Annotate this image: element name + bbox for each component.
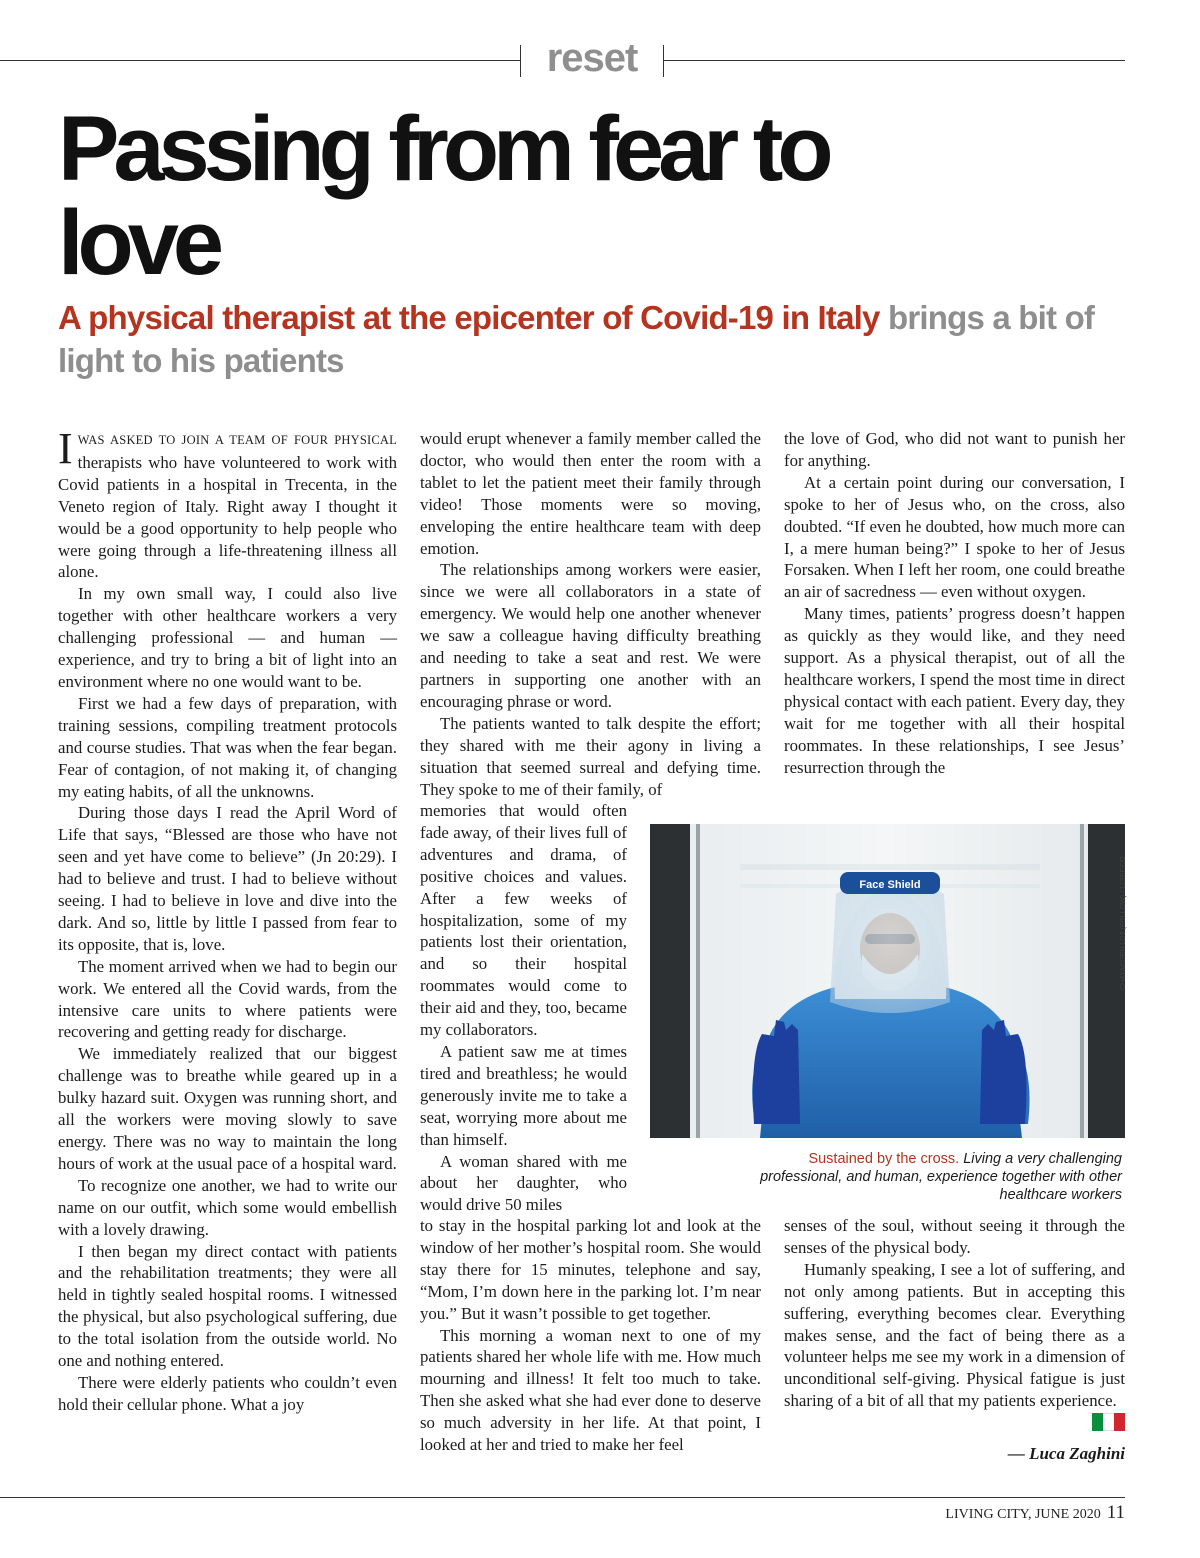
- paragraph: The patients wanted to talk despite the effort; they shared with me their agony in living a situation that seemed surreal and defying time. They spoke to me of their family, of: [420, 713, 761, 799]
- photo-illustration: [650, 824, 1125, 1138]
- paragraph: In my own small way, I could also live together with other healthcare workers a very challenging professional — and human — experience, and try to bring a bit of light into an environment where no one would want to be.: [58, 584, 397, 691]
- photo-credit: CHAYAKORN LOT (FOLLOW) / 123RF.CO: [1120, 856, 1127, 990]
- paragraph: The moment arrived when we had to begin our work. We entered all the Covid wards, from the intensive care units to where patients were recovering and getting ready for discharge.: [58, 956, 397, 1042]
- top-rule-right: [663, 60, 1125, 61]
- paragraph: This morning a woman next to one of my patients shared her whole life with me. How much mourning and illness! It felt too much to take. Then she asked what she had ever done to deserve so much adversity in her life. At that point, I looked at her and tried to make her feel: [420, 1325, 761, 1455]
- paragraph: During those days I read the April Word of Life that says, “Blessed are those who have not seen and yet have come to believe” (Jn 20:29). I had to believe and trust. I had to believe without seeing. I had to believe in love and dive into the dark. And so, little by little I passed from fear to its opposite, that is, love.: [58, 803, 397, 954]
- article-column-2-bottom: [420, 1215, 761, 1456]
- deck-highlight: A physical therapist at the epicenter of Covid-19 in Italy: [58, 299, 880, 336]
- paragraph: The relationships among workers were easier, since we were all collaborators in a state of emergency. We would help one another whenever we saw a colleague having difficulty breathing and needing to take a seat and rest. We were partners in supporting one another with an encouraging phrase or word.: [420, 560, 761, 711]
- drop-cap: I: [58, 424, 73, 473]
- page-number: 11: [1106, 1502, 1125, 1523]
- caption-text: Living a very challenging professional, and human, experience together with other healthcare workers: [760, 1151, 1122, 1203]
- paragraph: memories that would often fade away, of their lives full of adventures and drama, of positive choices and values. After a few weeks of hospitalization, some of my patients lost their orientation, and so their hospital roommates would come to their aid and they, too, became my collaborators.: [420, 801, 627, 1040]
- article-column-3-top: [784, 428, 1125, 779]
- paragraph: Humanly speaking, I see a lot of suffering, and not only among patients. But in accepting this suffering, everything becomes clear. Everything makes sense, and the fact of being there as a volunteer helps me see my work in a dimension of unconditional self-giving. Physical fatigue is just sharing of a bit of all that my patients experience.: [784, 1259, 1125, 1411]
- author-signature: — Luca Zaghini: [1007, 1444, 1125, 1463]
- article-column-1: [58, 424, 397, 1416]
- article-column-3-bottom: [784, 1215, 1125, 1412]
- caption-lead: Sustained by the cross.: [808, 1151, 960, 1167]
- paragraph: would erupt whenever a family member called the doctor, who would then enter the room with a tablet to let the patient meet their family through video! Those moments were so moving, enveloping the entire healthcare team with deep emotion.: [420, 429, 761, 558]
- visor-label: Face Shield: [859, 879, 921, 891]
- deck: [58, 296, 1138, 382]
- top-rule-tick-right: [663, 45, 664, 77]
- paragraph: We immediately realized that our biggest challenge was to breathe while geared up in a bulky hazard suit. Oxygen was running short, and all the workers were moving slowly to save energy. There was no way to maintain the long hours of work at the usual pace of a hospital ward.: [58, 1044, 397, 1173]
- paragraph: A woman shared with me about her daughter, who would drive 50 miles: [420, 1151, 627, 1215]
- top-rule-tick-left: [520, 45, 521, 77]
- deck-rest: brings a bit of light to his patients: [58, 299, 1095, 379]
- paragraph: There were elderly patients who couldn’t even hold their cellular phone. What a joy: [58, 1372, 397, 1414]
- photo-caption: [760, 1150, 1122, 1204]
- paragraph: to stay in the hospital parking lot and look at the window of her mother’s hospital room. She would stay there for 15 minutes, telephone and say, “Mom, I’m down here in the parking lot. I’m near you.” But it wasn’t possible to get together.: [420, 1216, 761, 1323]
- paragraph: First we had a few days of preparation, with training sessions, compiling treatment protocols and course studies. That was when the fear began. Fear of contagion, of not making it, of changing my eating habits, of all the unknowns.: [58, 693, 397, 801]
- paragraph: Many times, patients’ progress doesn’t happen as quickly as they would like, and they need support. As a physical therapist, out of all the healthcare workers, I spend the most time in direct physical contact with each patient. Every day, they wait for me together with all their hospital roommates. In these relationships, I see Jesus’ resurrection through the: [784, 604, 1125, 777]
- paragraph: A patient saw me at times tired and breathless; he would generously invite me to take a seat, worrying more about me than himself.: [420, 1041, 627, 1149]
- top-rule-left: [0, 60, 520, 61]
- publication-name: LIVING CITY, JUNE 2020: [945, 1507, 1101, 1522]
- article-column-2-narrow: [420, 800, 627, 1216]
- lead-in: WAS ASKED TO JOIN A TEAM OF FOUR PHYSICAL: [77, 433, 397, 447]
- footer-rule: [0, 1497, 1125, 1498]
- paragraph: To recognize one another, we had to write our name on our outfit, which some would embellish with a lovely drawing.: [58, 1175, 397, 1239]
- italy-flag-icon: [1092, 1413, 1125, 1431]
- section-tag: reset: [546, 36, 638, 80]
- paragraph: I then began my direct contact with patients and the rehabilitation treatments; they were all held in tightly sealed hospital rooms. I witnessed the physical, but also psychological suffering, due to the total isolation from the outside world. No one and nothing entered.: [58, 1241, 397, 1371]
- page-footer: [880, 1502, 1125, 1524]
- paragraph: senses of the soul, without seeing it through the senses of the physical body.: [784, 1216, 1125, 1257]
- headline: Passing from fear to love: [58, 98, 828, 294]
- article-column-2-top: [420, 428, 761, 800]
- paragraph: the love of God, who did not want to punish her for anything.: [784, 429, 1125, 470]
- paragraph: At a certain point during our conversation, I spoke to her of Jesus who, on the cross, also doubted. “If even he doubted, how much more can I, a mere human being?” I spoke to her of Jesus Forsaken. When I left her room, one could breathe an air of sacredness — even without oxygen.: [784, 472, 1125, 602]
- article-photo: [650, 824, 1125, 1138]
- paragraph: IWAS ASKED TO JOIN A TEAM OF FOUR PHYSICAL therapists who have volunteered to work with Covid patients in a hospital in Trecenta, in the Veneto region of Italy. Right away I thought it would be a good opportunity to help people who were going through a life-threatening illness all alone.: [58, 424, 397, 582]
